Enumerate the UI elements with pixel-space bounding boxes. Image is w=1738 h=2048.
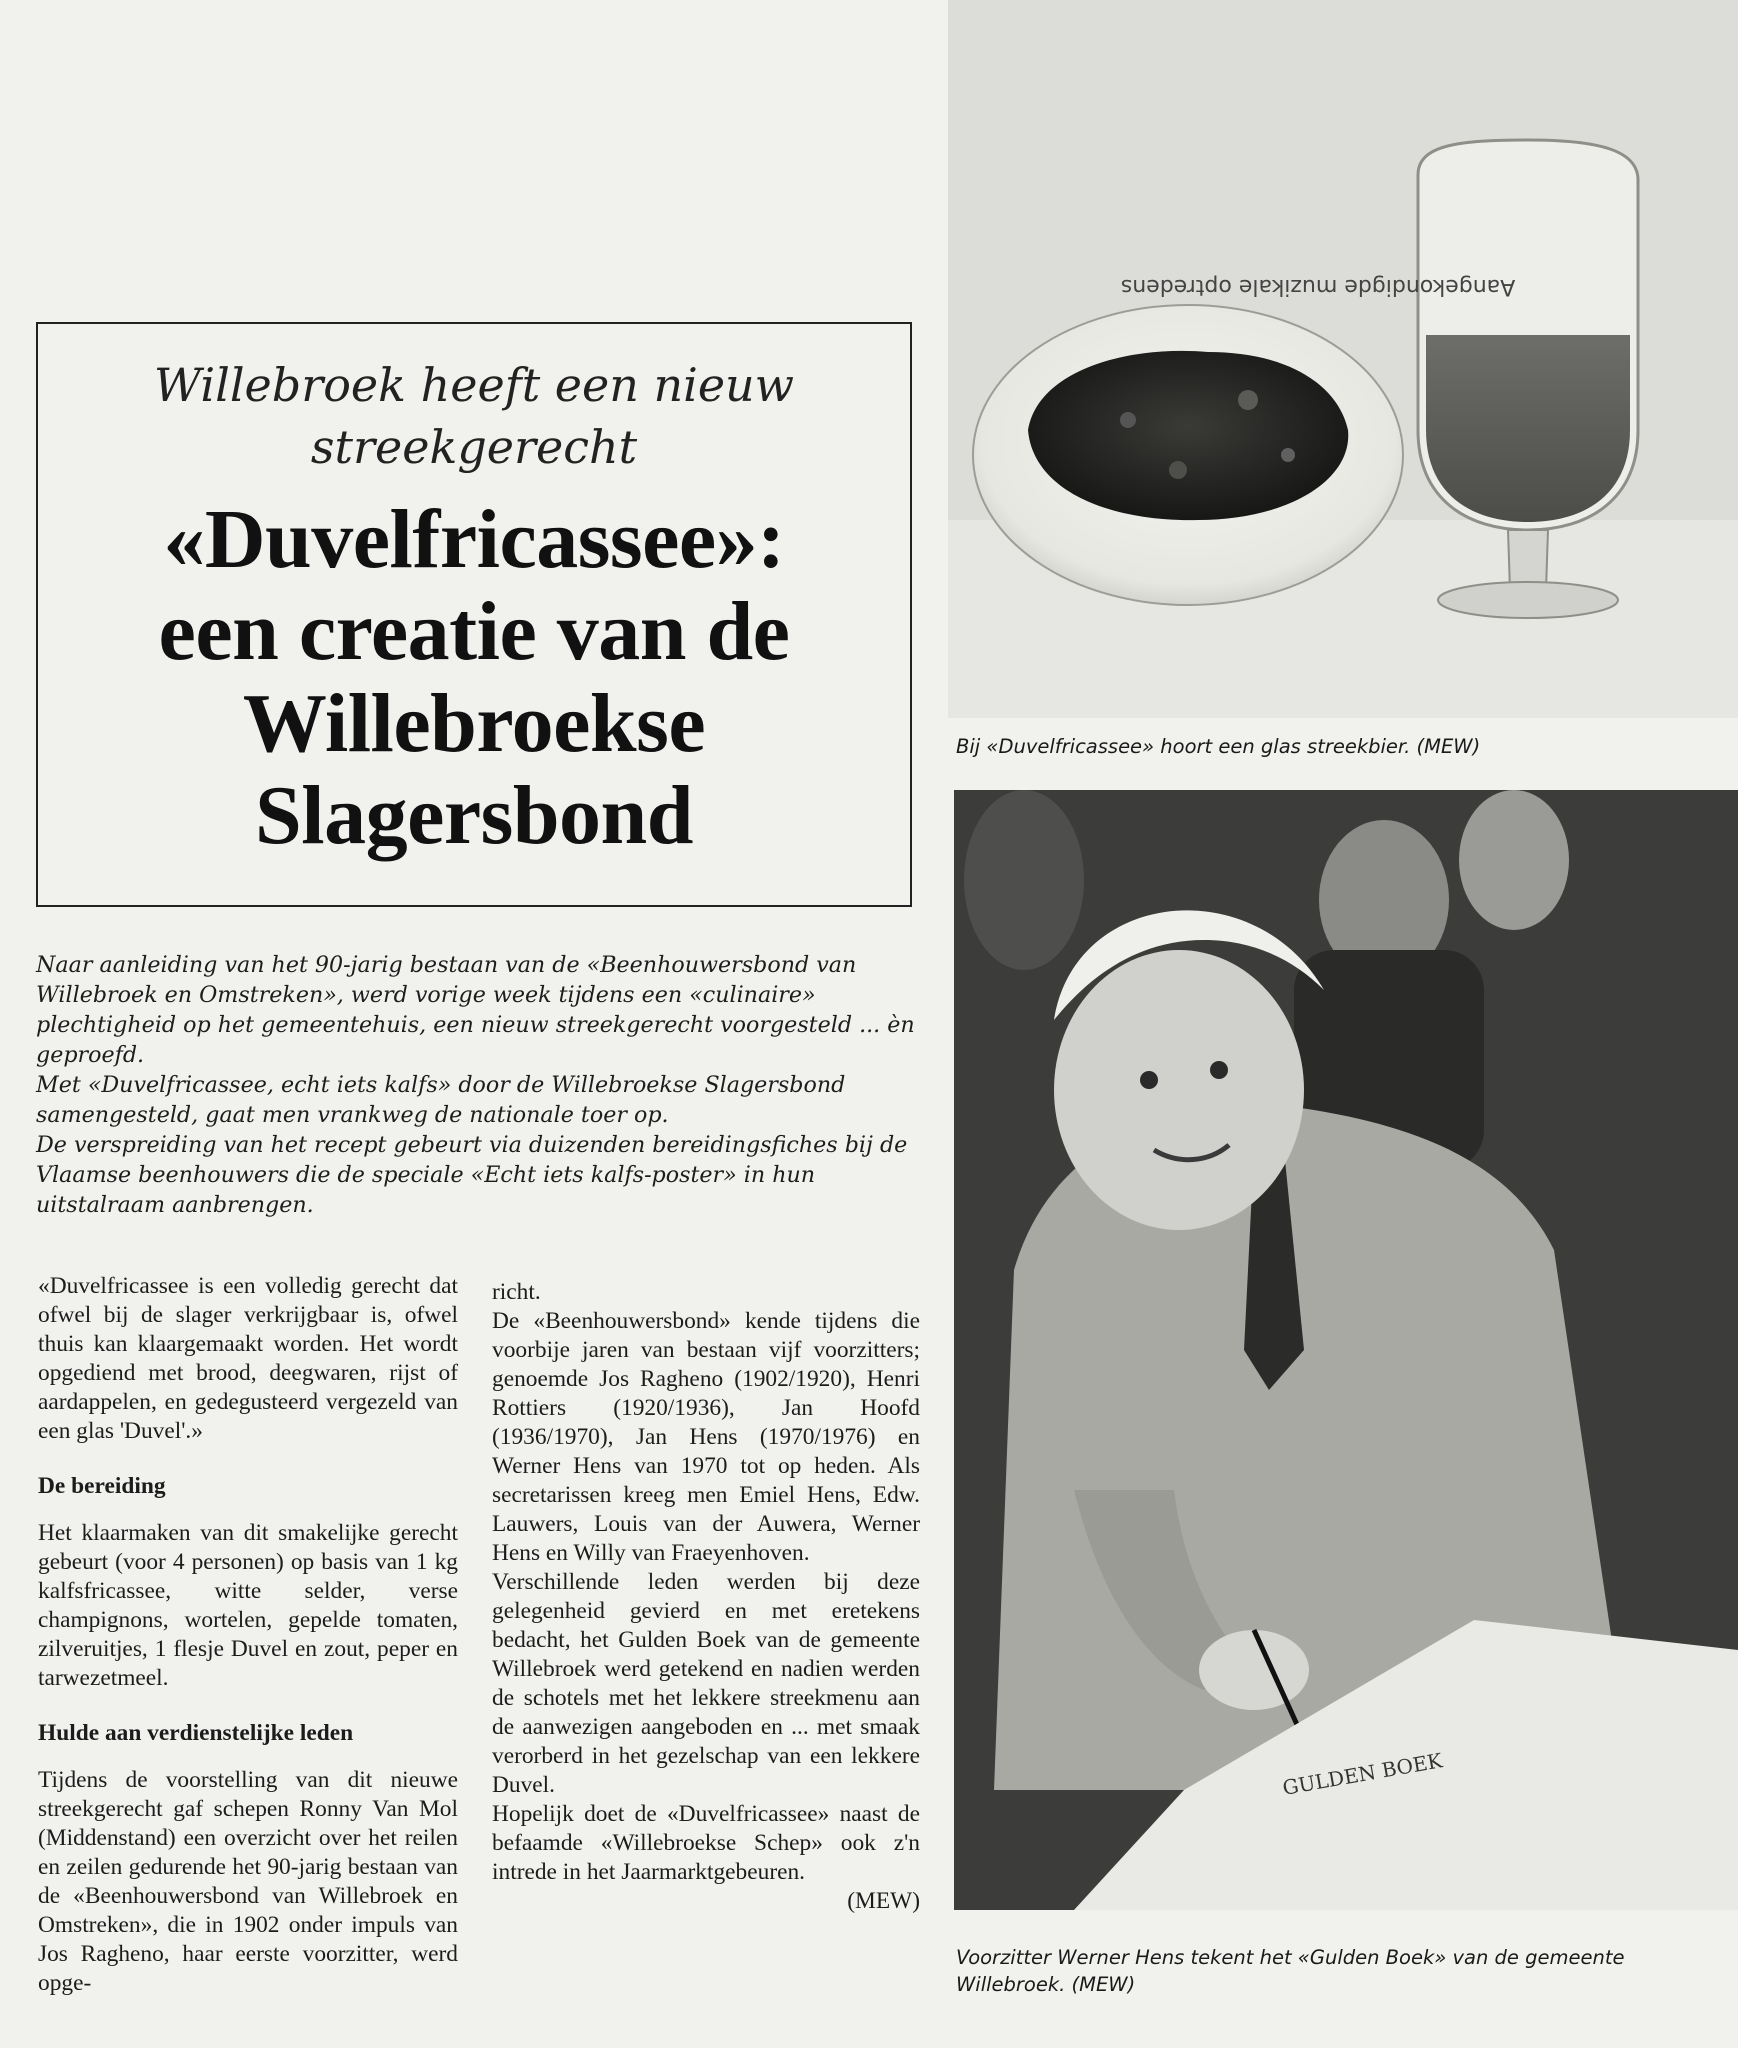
beer-shape	[1426, 335, 1630, 522]
kicker-line-1: Willebroek heeft een nieuw	[153, 358, 795, 412]
column2-paragraph-1: richt.	[492, 1279, 541, 1305]
photo-werner-hens-signing	[954, 790, 1738, 1910]
headline-title	[38, 494, 910, 862]
intro-paragraph-2: Met «Duvelfricassee, echt iets kalfs» door de Willebroekse Slagersbond samengesteld, gaat men vrankweg de nationale toer op.	[36, 1072, 846, 1128]
subhead-hulde: Hulde aan verdienstelijke leden	[38, 1720, 354, 1746]
headline-box	[36, 322, 912, 907]
subhead-bereiding: De bereiding	[38, 1473, 166, 1499]
intro-paragraph-3: De verspreiding van het recept gebeurt via duizenden bereidingsfiches bij de Vlaamse beenhouwers die de speciale «Echt iets kalfs-poster» in hun uitstalraam aanbrengen.	[36, 1132, 908, 1218]
photo-signing-drawing	[954, 790, 1738, 1910]
photo-caption-2: Voorzitter Werner Hens tekent het «Gulden Boek» van de gemeente Willebroek. (MEW)	[956, 1946, 1625, 1996]
bereiding-paragraph: Het klaarmaken van dit smakelijke gerecht gebeurt (voor 4 personen) op basis van 1 kg kalfsfricassee, witte selder, verse champignons, wortelen, gepelde tomaten, zilveruitjes, 1 flesje Duvel en zout, peper en tarwezetmeel.	[38, 1520, 458, 1691]
title-line-2: een creatie van de	[158, 585, 790, 678]
photo-fricassee-drawing	[948, 0, 1738, 718]
glass-print-text: Aangekondigde muzikale optredens	[1120, 274, 1516, 299]
stew-shape	[1028, 351, 1348, 520]
title-line-4: Slagersbond	[255, 769, 693, 862]
book-title-text: GULDEN BOEK	[1280, 1748, 1445, 1800]
photo-caption-1: Bij «Duvelfricassee» hoort een glas streekbier. (MEW)	[956, 735, 1481, 758]
person-head	[1054, 950, 1304, 1230]
kicker-line-2: streekgerecht	[310, 420, 638, 474]
quote-paragraph: «Duvelfricassee is een volledig gerecht dat ofwel bij de slager verkrijgbaar is, ofwel thuis kan klaargemaakt worden. Het wordt opgediend met brood, deegwaren, rijst of aardappelen, en gedegusteerd vergezeld van een glas 'Duvel'.»	[38, 1273, 458, 1444]
article-intro	[36, 950, 916, 1220]
article-column-1	[38, 1272, 458, 1998]
article-column-2	[492, 1278, 920, 1916]
author-signature: (MEW)	[847, 1888, 920, 1914]
title-line-1: «Duvelfricassee»:	[163, 493, 785, 586]
title-line-3: Willebroekse	[242, 677, 706, 770]
photo-fricassee-and-beer	[948, 0, 1738, 718]
column2-paragraph-3: Verschillende leden werden bij deze gelegenheid gevierd en met eretekens bedacht, het Gulden Boek van de gemeente Willebroek werd getekend en nadien werden de schotels met het lekkere streekmenu aan de aanwezigen aangeboden en ... met smaak verorberd in het gezelschap van een lekkere Duvel.	[492, 1569, 920, 1798]
headline-kicker	[38, 354, 910, 478]
column2-paragraph-4: Hopelijk doet de «Duvelfricassee» naast de befaamde «Willebroekse Schep» ook z'n intrede in het Jaarmarktgebeuren.	[492, 1801, 920, 1885]
column2-paragraph-2: De «Beenhouwersbond» kende tijdens die voorbije jaren van bestaan vijf voorzitters; genoemde Jos Ragheno (1902/1920), Henri Rottiers (1920/1936), Jan Hoofd (1936/1970), Jan Hens (1970/1976) en Werner Hens van 1970 tot op heden. Als secretarissen kreeg men Emiel Hens, Edw. Lauwers, Louis van der Auwera, Werner Hens en Willy van Fraeyenhoven.	[492, 1308, 920, 1566]
intro-paragraph-1: Naar aanleiding van het 90-jarig bestaan van de «Beenhouwersbond van Willebroek en Omstreken», werd vorige week tijdens een «culinaire» plechtigheid op het gemeentehuis, een nieuw streekgerecht voorgesteld ... èn geproefd.	[36, 952, 915, 1068]
hulde-paragraph: Tijdens de voorstelling van dit nieuwe streekgerecht gaf schepen Ronny Van Mol (Middenstand) een overzicht over het reilen en zeilen gedurende het 90-jarig bestaan van de «Beenhouwersbond van Willebroek en Omstreken», die in 1902 onder impuls van Jos Ragheno, haar eerste voorzitter, werd opge-	[38, 1767, 458, 1996]
